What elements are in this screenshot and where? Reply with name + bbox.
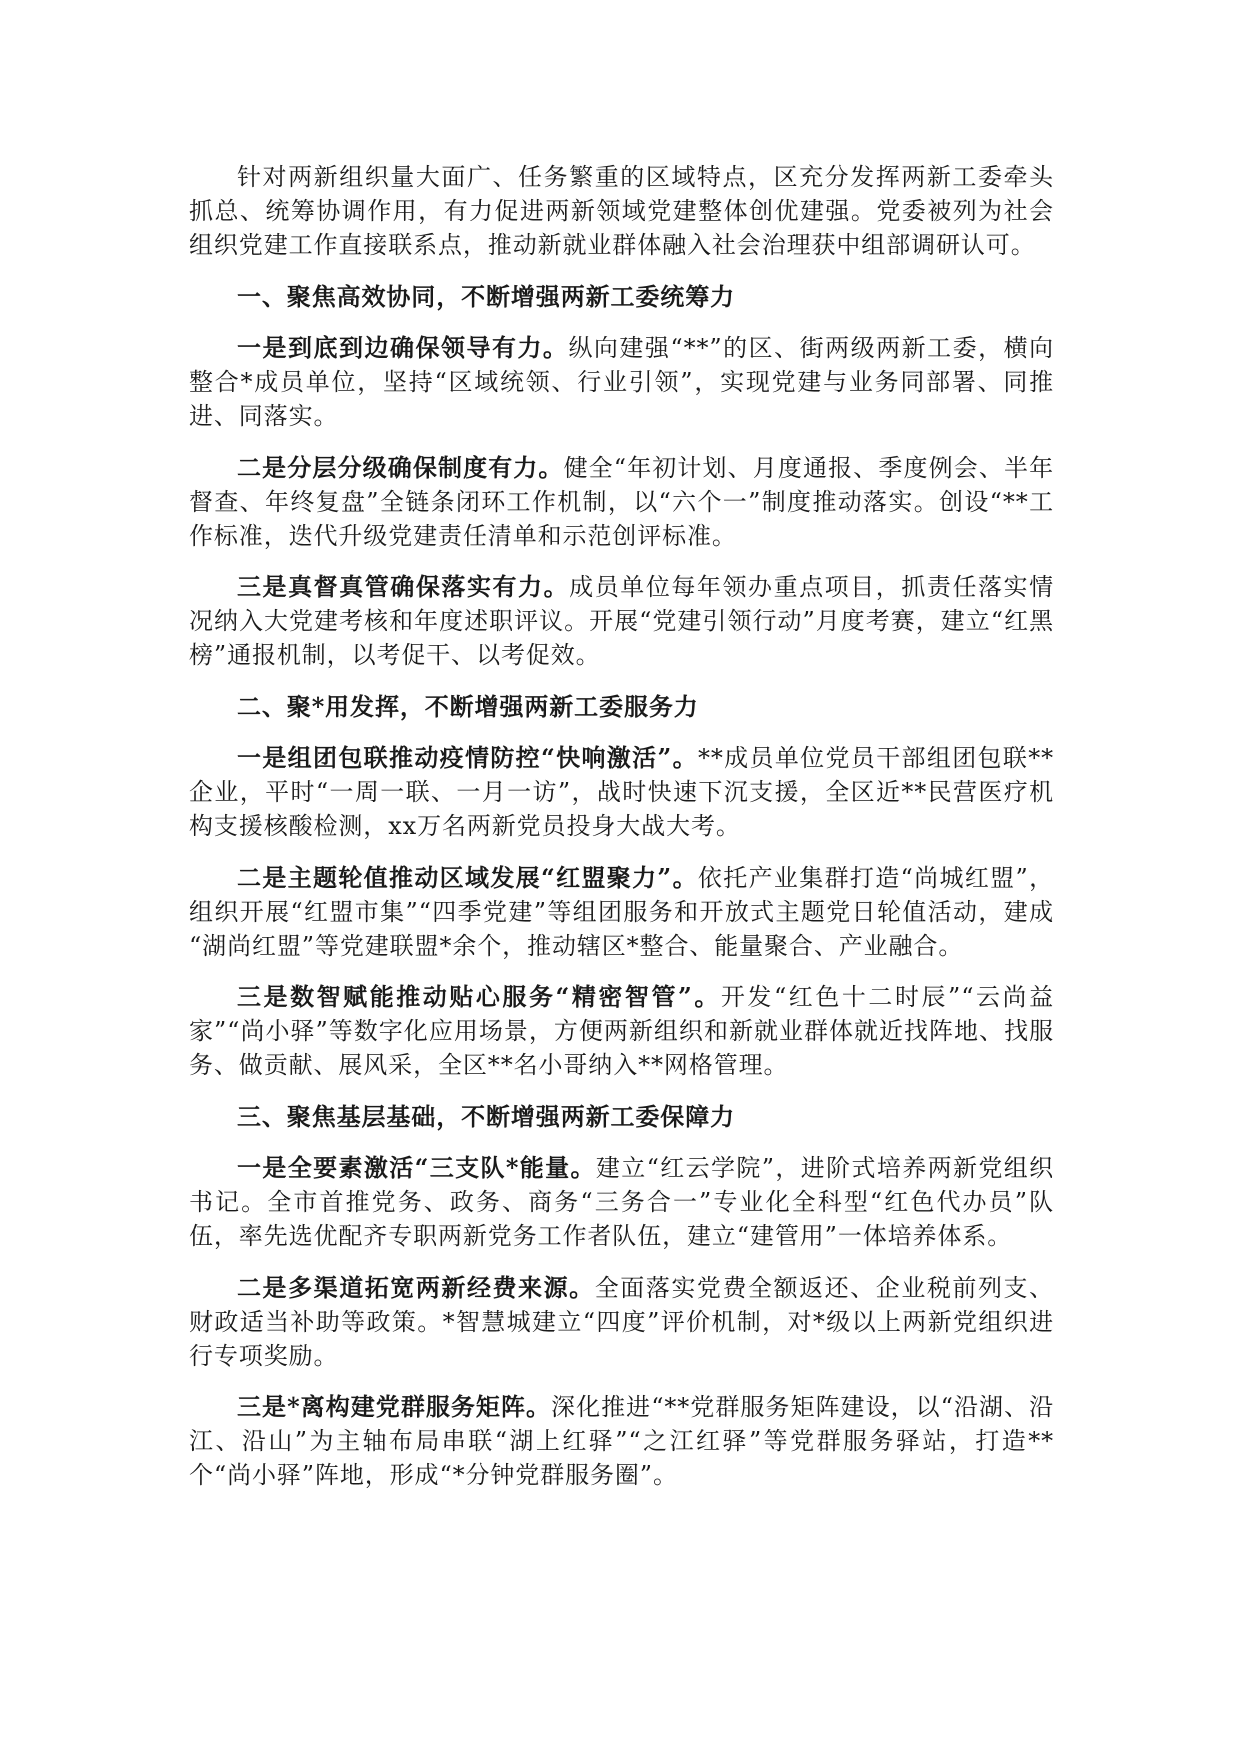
section-1-item-3 — [189, 570, 1054, 672]
section-2-item-3 — [189, 980, 1054, 1082]
section-2-item-1 — [189, 741, 1054, 843]
section-3-item-1 — [189, 1151, 1054, 1253]
item-lead: 二是多渠道拓宽两新经费来源。 — [237, 1272, 595, 1302]
item-text: 开发“红色十二时辰”“云尚益家”“尚小驿”等数字化应用场景，方便两新组织和新就业群体就近找阵地、找服务、做贡献、展风采，全区**名小哥纳入**网格管理。 — [189, 983, 1054, 1079]
item-text: 健全“年初计划、月度通报、季度例会、半年督查、年终复盘”全链条闭环工作机制，以“六个一”制度推动落实。创设“**工作标准，迭代升级党建责任清单和示范创评标准。 — [189, 453, 1054, 550]
item-text: 纵向建强“**”的区、街两级两新工委，横向整合*成员单位，坚持“区域统领、行业引领”，实现党建与业务同部署、同推进、同落实。 — [189, 334, 1054, 430]
item-lead: 一是全要素激活“三支队*能量。 — [237, 1153, 596, 1182]
item-text: 全面落实党费全额返还、企业税前列支、财政适当补助等政策。*智慧城建立“四度”评价机制，对*级以上两新党组织进行专项奖励。 — [189, 1273, 1054, 1370]
item-lead: 一是组团包联推动疫情防控“快响激活”。 — [237, 743, 698, 772]
item-lead: 三是数智赋能推动贴心服务“精密智管”。 — [237, 982, 721, 1011]
intro-paragraph: 针对两新组织量大面广、任务繁重的区域特点，区充分发挥两新工委牵头抓总、统筹协调作用，有力促进两新领域党建整体创优建强。党委被列为社会组织党建工作直接联系点，推动新就业群体融入社会治理获中组部调研认可。 — [189, 163, 1054, 259]
item-text: 依托产业集群打造“尚城红盟”，组织开展“红盟市集”“四季党建”等组团服务和开放式主题党日轮值活动，建成 “湖尚红盟”等党建联盟*余个，推动辖区*整合、能量聚合、产业融合。 — [189, 863, 1054, 960]
document-body — [189, 160, 1054, 1510]
item-text: 成员单位每年领办重点项目，抓责任落实情况纳入大党建考核和年度述职评议。开展“党建引领行动”月度考赛，建立“红黑榜”通报机制，以考促干、以考促效。 — [189, 573, 1054, 669]
section-heading-3: 三、聚焦基层基础，不断增强两新工委保障力 — [237, 1101, 735, 1131]
item-lead: 一是到底到边确保领导有力。 — [237, 333, 569, 362]
item-lead: 三是*离构建党群服务矩阵。 — [237, 1392, 552, 1421]
section-3-item-2 — [189, 1271, 1054, 1373]
item-text: 深化推进“**党群服务矩阵建设，以“沿湖、沿江、沿山”为主轴布局串联“湖上红驿”“之江红驿”等党群服务驿站，打造**个“尚小驿”阵地，形成“*分钟党群服务圈”。 — [189, 1393, 1055, 1489]
section-heading-1: 一、聚焦高效协同，不断增强两新工委统筹力 — [237, 281, 735, 311]
section-heading-2: 二、聚*用发挥，不断增强两新工委服务力 — [237, 691, 699, 721]
item-lead: 二是主题轮值推动区域发展“红盟聚力”。 — [237, 862, 698, 892]
item-text: 建立“红云学院”，进阶式培养两新党组织书记。全市首推党务、政务、商务“三务合一”专业化全科型“红色代办员”队伍，率先选优配齐专职两新党务工作者队伍，建立“建管用”一体培养体系。 — [189, 1154, 1054, 1250]
item-lead: 三是真督真管确保落实有力。 — [237, 572, 570, 601]
section-2-item-2 — [189, 861, 1054, 963]
item-text: **成员单位党员干部组团包联**企业，平时“一周一联、一月一访”，战时快速下沉支援，全区近**民营医疗机构支援核酸检测，xx万名两新党员投身大战大考。 — [189, 744, 1054, 840]
section-3-item-3 — [189, 1390, 1054, 1492]
item-lead: 二是分层分级确保制度有力。 — [237, 452, 564, 482]
section-1-item-1 — [189, 331, 1054, 433]
section-1-item-2 — [189, 451, 1054, 553]
